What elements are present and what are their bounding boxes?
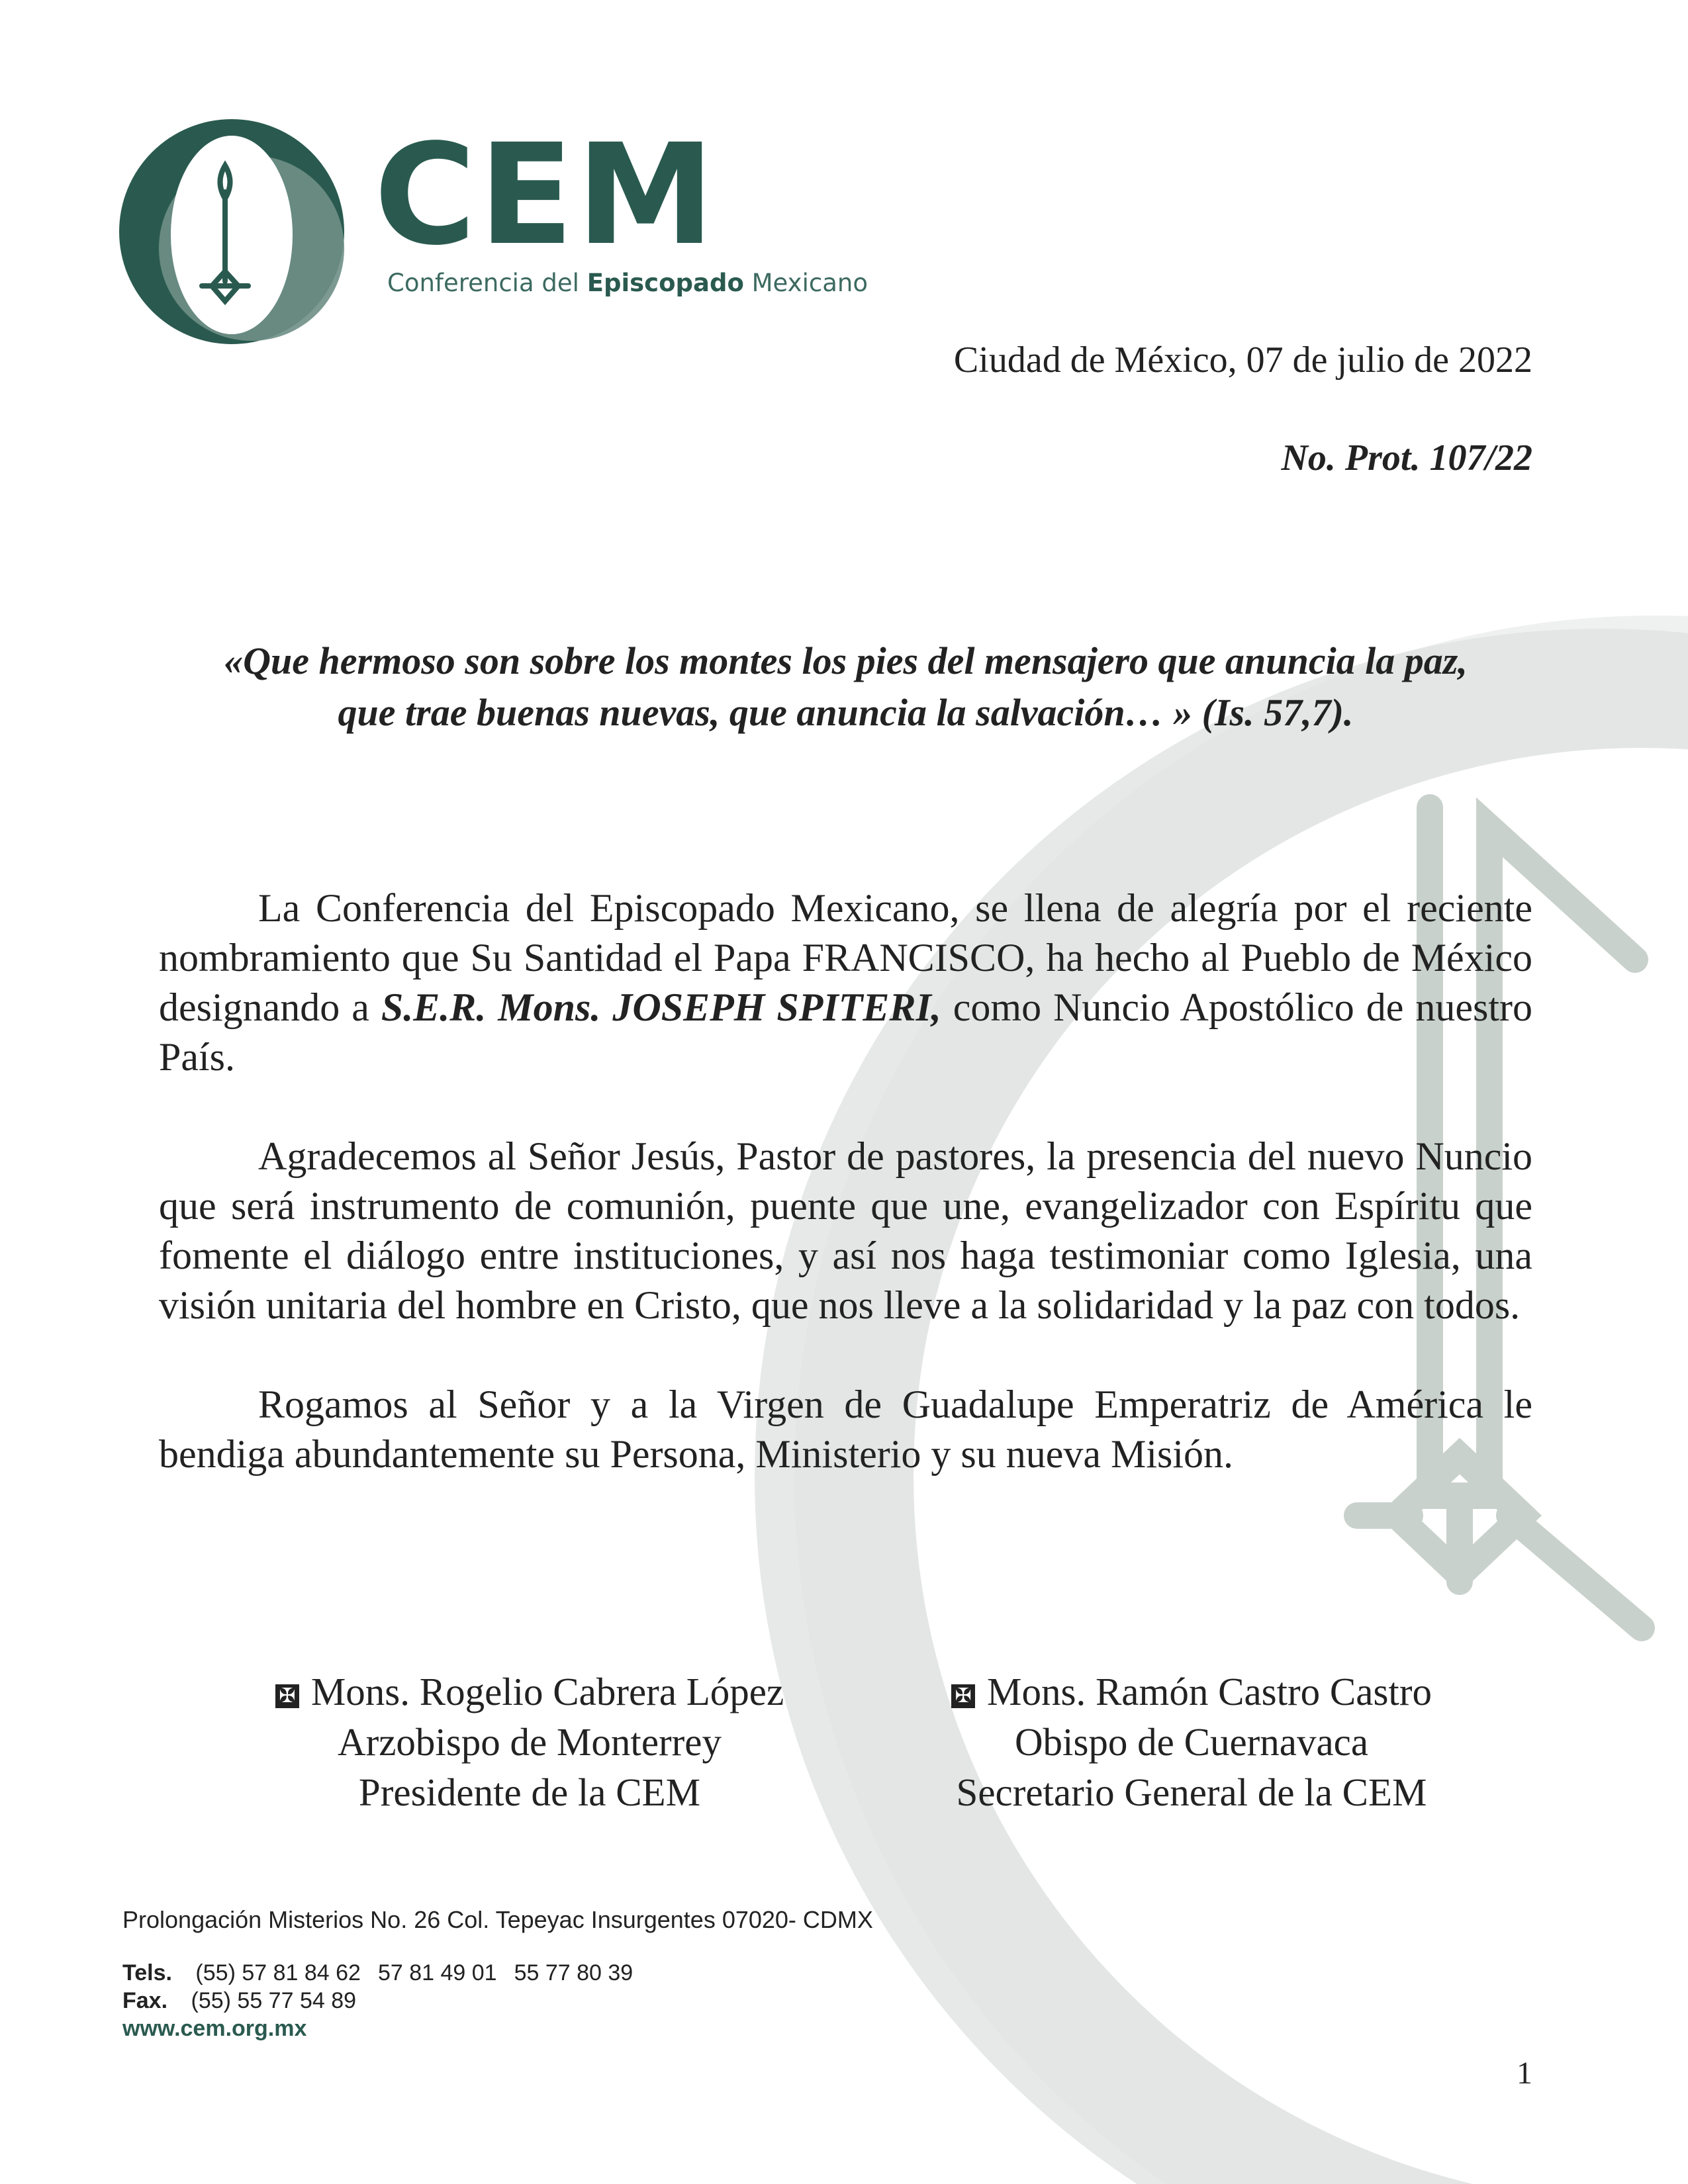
quote-line: que trae buenas nuevas, que anuncia la salvación… » (Is. 57,7).: [338, 691, 1354, 734]
body-paragraph: Agradecemos al Señor Jesús, Pastor de pastores, la presencia del nuevo Nuncio que será instrumento de comunión, puente que une, evangelizador con Espíritu que fomente el diálogo entre instituciones, y así nos haga testimoniar como Iglesia, una visión unitaria del hombre en Cristo, que nos lleve a la solidaridad y la paz con todos.: [159, 1134, 1532, 1327]
cem-emblem-icon: [116, 113, 354, 351]
signer-role: Obispo de Cuernavaca: [1014, 1720, 1369, 1764]
signer-title: Presidente de la CEM: [358, 1770, 701, 1814]
episcopal-cross-icon: ✠: [951, 1684, 975, 1708]
page-number: 1: [1517, 2056, 1532, 2091]
signer-name: Mons. Ramón Castro Castro: [987, 1670, 1432, 1713]
signer-name: Mons. Rogelio Cabrera López: [310, 1670, 784, 1713]
quote-line: «Que hermoso son sobre los montes los pies del mensajero que anuncia la paz,: [224, 639, 1468, 682]
episcopal-cross-icon: ✠: [275, 1684, 299, 1708]
signer-title: Secretario General de la CEM: [956, 1770, 1427, 1814]
footer-contacts: [122, 1959, 650, 2042]
fax-line: Fax. (55) 55 77 54 89: [122, 1988, 357, 2013]
footer-address: Prolongación Misterios No. 26 Col. Tepeyac Insurgentes 07020- CDMX: [122, 1906, 873, 1933]
signer-role: Arzobispo de Monterrey: [337, 1720, 722, 1764]
cem-logo: [116, 113, 870, 351]
logo-subtitle: Conferencia del Episcopado Mexicano: [387, 269, 868, 297]
body-paragraph: Rogamos al Señor y a la Virgen de Guadalupe Emperatriz de América le bendiga abundantemente su Persona, Ministerio y su nueva Misión.: [159, 1383, 1532, 1476]
signature-block-secretary: [887, 1666, 1496, 1817]
nuncio-name: S.E.R. Mons. JOSEPH SPITERI,: [381, 985, 941, 1029]
scripture-quote: [159, 635, 1532, 739]
website-link[interactable]: www.cem.org.mx: [122, 2016, 307, 2041]
signature-block-president: [225, 1666, 834, 1817]
body-paragraph: La Conferencia del Episcopado Mexicano, se llena de alegría por el reciente nombramiento que Su Santidad el Papa FRANCISCO, ha hecho al Pueblo de México designando a S.E.R. Mons. JOSEPH SPITERI, como Nuncio Apostólico de nuestro País.: [159, 886, 1532, 1079]
phone-line: Tels. (55) 57 81 84 62 57 81 49 01 55 77 80 39: [122, 1960, 633, 1985]
letter-date: Ciudad de México, 07 de julio de 2022: [953, 340, 1532, 381]
logo-acronym: CEM: [374, 114, 718, 276]
protocol-number: No. Prot. 107/22: [1281, 437, 1532, 478]
letter-body: [159, 884, 1532, 1529]
